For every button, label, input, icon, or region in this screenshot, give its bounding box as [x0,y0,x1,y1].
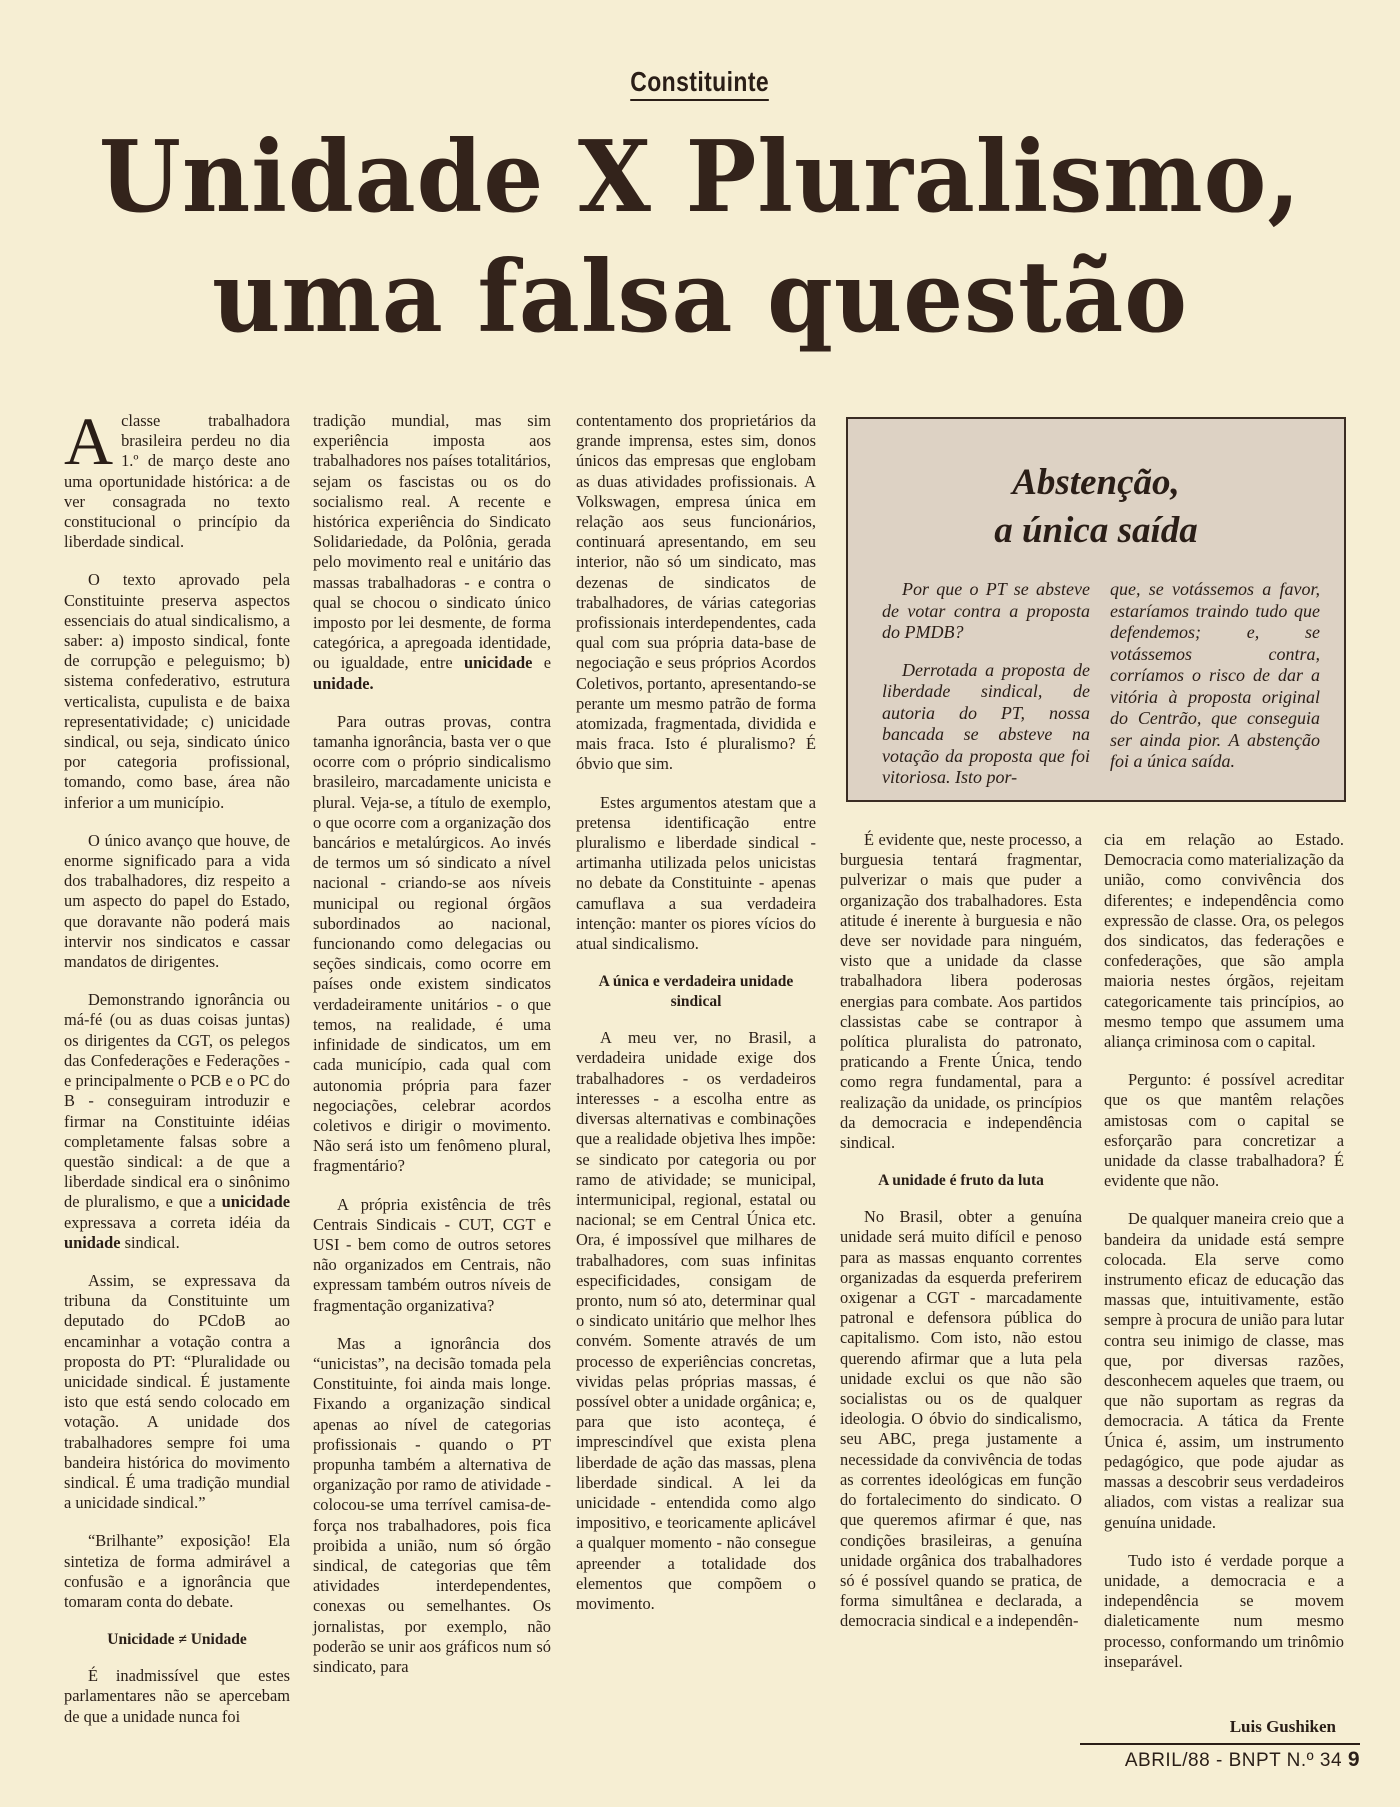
paragraph: contentamento dos proprietários da grande imprensa, estes sim, donos únicos das empresas que englobam as duas atividades profissionais. A Volkswagen, empresa única em relação aos seus funcionários, continuará apresentando, em seu interior, não só um sindicato, mas dezenas de sindicatos de trabalhadores, de várias categorias profissionais interdependentes, cada qual com sua própria data-base de negociação e seus próprios Acordos Coletivos, portanto, apresentando-se perante um mesmo patrão de forma atomizada, fragmentada, dividida e mais fraca. Isto é pluralismo? É óbvio que sim. [576,411,816,774]
article-column-5 [1104,830,1344,1690]
subheading: A unidade é fruto da luta [878,1172,1044,1190]
paragraph: Demonstrando ignorância ou má-fé (ou as duas coisas juntas) os dirigentes da CGT, os pelegos das Confederações e Federações - e principalmente o PCB e o PC do B - conseguiram introduzir e firmar na Constituinte idéias completamente falsas sobre a questão sindical: a de que a liberdade sindical era o sinônimo de pluralismo, e que a unicidade expressava a correta idéia da unidade sindical. [64,990,290,1252]
paragraph: tradição mundial, mas sim experiência imposta aos trabalhadores nos países totalitários, sejam os fascistas ou os do socialismo real. A recente e histórica experiência do Sindicato Solidariedade, da Polônia, gerada pelo movimento real e unitário das massas trabalhadoras - e contra o qual se chocou o sindicato único imposto por lei desmente, de forma categórica, a apregoada identidade, ou igualdade, entre unicidade e unidade. [313,411,551,693]
sidebar-column-right [1110,579,1320,789]
footer-rule [1080,1743,1360,1745]
paragraph: Estes argumentos atestam que a pretensa identificação entre pluralismo e liberdade sindical - artimanha utilizada pelos unicistas no debate da Constituinte - apenas camuflava a sua verdadeira intenção: manter os piores vícios do atual sindicalismo. [576,792,816,954]
paragraph: A meu ver, no Brasil, a verdadeira unidade exige dos trabalhadores - os verdadeiros interesses - a escolha entre as diversas alternativas e combinações que a realidade objetiva lhes impõe: se sindicato por categoria ou por ramo de atividade; se municipal, intermunicipal, regional, estatal ou nacional; se em Central Única etc. Ora, é impossível que milhares de trabalhadores, com suas infinitas especificidades, consigam de pronto, num só ato, determinar qual o sindicato unitário que melhor lhes convém. Somente através de um processo de experiências concretas, vividas pelas próprias massas, é possível obter a unidade orgânica; e, para que isto aconteça, é imprescindível que exista plena liberdade de ação das massas, plena liberdade sindical. A lei da unicidade - entendida como algo impositivo, e teoricamente aplicável a qualquer momento - não consegue apreender a totalidade dos elementos que compõem o movimento. [576,1028,816,1613]
paragraph: É inadmissível que estes parlamentares não se apercebam de que a unidade nunca foi [64,1666,290,1726]
article-column-2 [313,411,551,1695]
author-signature: Luis Gushiken [1229,1717,1336,1736]
page-footer [1080,1748,1360,1772]
headline [0,118,1400,358]
drop-cap: A [64,403,114,479]
paragraph: É evidente que, neste processo, a burguesia tentará fragmentar, pulverizar o mais que puder a organização dos trabalhadores. Esta atitude é inerente à burguesia e não deve ser novidade para ninguém, visto que a unidade da classe trabalhadora libera poderosas energias para combate. Aos partidos classistas cabe se contrapor à política pluralista do patronato, praticando a Frente Única, tendo como regra fundamental, para a realização da unidade, os princípios da democracia e independência sindical. [840,830,1082,1153]
headline-line-1: Unidade X Pluralismo, [98,120,1302,235]
article-column-4 [840,830,1082,1650]
article-column-1 [64,403,290,1745]
sidebar-title: Abstenção, a única saída [994,462,1198,551]
sidebar-column-left [882,579,1090,805]
sidebar-question: Por que o PT se absteve de votar contra a proposta do PMDB? [882,579,1090,642]
subheading: A única e verdadeira unidade sindical [598,973,794,1011]
paragraph: Tudo isto é verdade porque a unidade, a democracia e a independência se movem dialeticamente num mesmo processo, conformando um trinômio inseparável. [1104,1550,1344,1671]
sidebar-box [846,417,1346,802]
paragraph: De qualquer maneira creio que a bandeira da unidade está sempre colocada. Ela serve como instrumento eficaz de educação das massas que, intuitivamente, estão sempre à procura de união para lutar contra seu inimigo de classe, mas que, por diversas razões, desconhecem aqueles que traem, ou que não suportam as regras da democracia. A tática da Frente Única é, assim, um instrumento pedagógico, que pode ajudar as massas a descobrir seus verdadeiros aliados, com vistas a realizar sua genuína unidade. [1104,1209,1344,1532]
issue-info: ABRIL/88 - BNPT N.º 34 [1124,1750,1343,1771]
paragraph: “Brilhante” exposição! Ela sintetiza de forma admirável a confusão e a ignorância que tomaram conta do debate. [64,1531,290,1611]
paragraph: Assim, se expressava da tribuna da Constituinte um deputado do PCdoB ao encaminhar a votação contra a proposta do PT: “Pluralidade ou unicidade sindical. É justamente isto que está sendo colocado em votação. A unidade dos trabalhadores sempre foi uma bandeira histórica do movimento sindical. É uma tradição mundial a unicidade sindical.” [64,1270,290,1513]
paragraph: cia em relação ao Estado. Democracia como materialização da união, como convivência dos diferentes; e independência como expressão de classe. Ora, os pelegos dos sindicatos, das federações e confederações, que são ampla maioria nestes órgãos, rejeitam categoricamente tais princípios, ao mesmo tempo que assumem uma aliança criminosa com o capital. [1104,830,1344,1052]
paragraph: O texto aprovado pela Constituinte preserva aspectos essenciais do atual sindicalismo, a saber: a) imposto sindical, fonte de corrupção e peleguismo; b) sistema confederativo, estrutura verticalista, cupulista e de baixa representatividade; c) unicidade sindical, ou seja, sindicato único por categoria profissional, tomando, como base, área não inferior a um município. [64,570,290,812]
section-kicker: Constituinte [0,66,1400,101]
sidebar-paragraph: Derrotada a proposta de liberdade sindical, de autoria do PT, nossa bancada se absteve na votação da proposta que foi vitoriosa. Isto por- [882,659,1090,787]
paragraph: O único avanço que houve, de enorme significado para a vida dos trabalhadores, diz respeito a um aspecto do papel do Estado, que doravante não poderá mais intervir nos sindicatos e cassar mandatos de dirigentes. [64,830,290,972]
paragraph: Aclasse trabalhadora brasileira perdeu no dia 1.º de março deste ano uma oportunidade histórica: a de ver consagrada no texto constitucional o princípio da liberdade sindical. [64,403,290,552]
sidebar-paragraph: que, se votássemos a favor, estaríamos traindo tudo que defendemos; e, se votássemos contra, corríamos o risco de dar a vitória à proposta original do Centrão, que conseguia ser ainda pior. A abstenção foi a única saída. [1110,579,1320,771]
paragraph: No Brasil, obter a genuína unidade será muito difícil e penoso para as massas enquanto correntes organizadas da esquerda preferirem oxigenar a CGT - marcadamente patronal e defensora pública do capitalismo. Com isto, não estou querendo afirmar que a luta pela unidade exclui os que não são socialistas ou os de qualquer ideologia. O óbvio do sindicalismo, seu ABC, prega justamente a necessidade da convivência de todas as correntes ideológicas em função do fortalecimento do sindicato. O que queremos afirmar é que, nas condições brasileiras, a genuína unidade orgânica dos trabalhadores só é possível quando se pratica, de forma simultânea e declarada, a democracia sindical e a independên- [840,1207,1082,1631]
page-number: 9 [1347,1748,1360,1771]
subheading: Unicidade ≠ Unidade [107,1631,247,1649]
paragraph: Para outras provas, contra tamanha ignorância, basta ver o que ocorre com o próprio sindicalismo brasileiro, marcadamente unicista e plural. Veja-se, a título de exemplo, o que ocorre com a organização dos bancários e metalúrgicos. Ao invés de termos um só sindicato a nível nacional - criando-se aos níveis municipal ou regional órgãos subordinados ao nacional, funcionando como delegacias ou seções sindicais, como ocorre em países onde existem sindicatos verdadeiramente unitários - o que temos, na realidade, é uma infinidade de sindicatos, um em cada município, cada qual com autonomia própria para fazer negociações, celebrar acordos coletivos e dirigir o movimento. Não será isto um fenômeno plural, fragmentário? [313,711,551,1176]
article-column-3 [576,411,816,1632]
paragraph: A própria existência de três Centrais Sindicais - CUT, CGT e USI - bem como de outros setores não organizados em Centrais, não expressam também outros níveis de fragmentação organizativa? [313,1194,551,1315]
paragraph: Pergunto: é possível acreditar que os que mantêm relações amistosas com o capital se esforçarão para concretizar a unidade da classe trabalhadora? É evidente que não. [1104,1070,1344,1191]
paragraph: Mas a ignorância dos “unicistas”, na decisão tomada pela Constituinte, foi ainda mais longe. Fixando a organização sindical apenas ao nível de categorias profissionais - quando o PT propunha também a alternativa de organização por ramo de atividade - colocou-se uma terrível camisa-de-força nos trabalhadores, pois fica proibida a união, num só órgão sindical, de categorias que têm atividades interdependentes, conexas ou semelhantes. Os jornalistas, por exemplo, não poderão se unir aos gráficos num só sindicato, para [313,1333,551,1676]
headline-line-2: uma falsa questão [211,240,1188,355]
